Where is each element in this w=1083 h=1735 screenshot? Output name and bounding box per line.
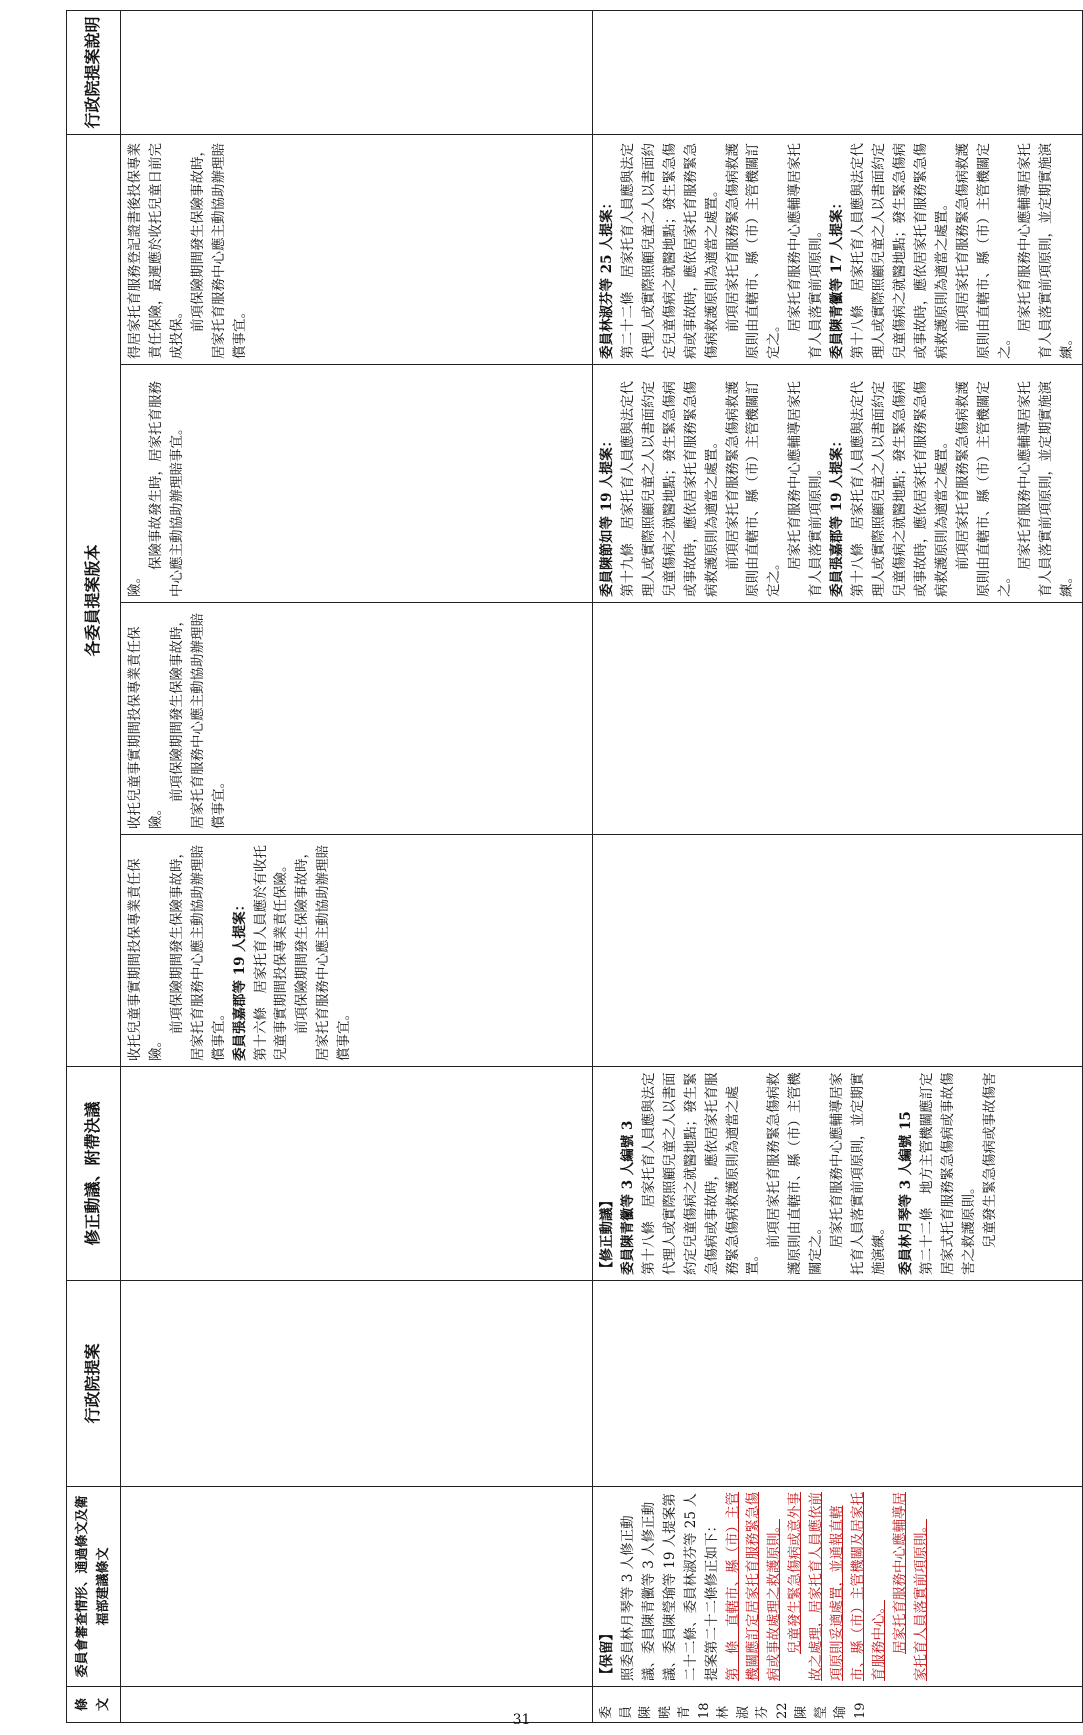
text-line: 前項保險期間發生保險事故時，居家托育服務中心應主動協助辦理賠償事宜。 [168, 845, 227, 1061]
text-line: 第十九條 居家托育人員應與法定代理人或實際照顧兒童之人以書面約定兒童傷病之就醫地點；發生緊急傷病或事故時，應依居家托育服務緊急傷病救護原則為適當之處置。 [619, 381, 720, 597]
amendment-subheading: 委員陳青黴等 3 人編號 3 [619, 1120, 636, 1275]
proposal-heading: 委員張嘉郡等 19 人提案： [231, 897, 248, 1061]
text-line: 第二十二條 地方主管機關應訂定居家式托育服務緊急傷病或事故傷害之救護原則。 [918, 1072, 977, 1275]
article-char: 瑜 [833, 1705, 848, 1719]
article-char: 陳 [794, 1705, 809, 1719]
committee-cell [121, 1487, 593, 1687]
text-line: 第十六條 居家托育人員應於有收托兒童事實期間投保專業責任保險。 [252, 845, 290, 1061]
amendment-heading: 【修正動議】 [599, 1194, 615, 1275]
article-char: 芬 [755, 1705, 770, 1719]
explanation-cell [121, 10, 593, 134]
revised-text: 兒童發生緊急傷病或意外事故之處理，居家托育人員應依前項原則妥適處置，並通報直轄市、縣（市）主管機關及居家托育服務中心。 [787, 1492, 887, 1681]
text-line: 前項保險期間發生保險事故時，居家托育服務中心應主動協助辦理賠償事宜。 [168, 613, 227, 829]
committee-cell [593, 1487, 1083, 1687]
text-line: 第十八條 居家托育人員應與法定代理人或實際照顧兒童之人以書面約定兒童傷病之就醫地點；發生緊急傷病或事故時，應依居家托育服務緊急傷病救護原則為適當之處置。 [850, 143, 950, 359]
proposal-cell [593, 603, 1083, 835]
article-char: 員 [618, 1705, 634, 1719]
text-line: 第十八條 居家托育人員應與法定代理人或實際照顧兒童之人以書面約定兒童傷病之就醫地點；發生緊急傷病或事故時，應依居家托育服務緊急傷病救護原則為適當之處置。 [850, 381, 950, 597]
article-char: 陳 [638, 1705, 653, 1719]
proposal-cell [121, 835, 593, 1067]
article-char: 18 [696, 1702, 712, 1719]
proposal-cell [121, 134, 593, 364]
header-proposals: 各委員提案版本 [67, 134, 121, 1066]
header-amendment: 修正動議、附帶決議 [67, 1067, 121, 1281]
article-char: 19 [852, 1702, 868, 1719]
reserved-label: 【保留】 [599, 1627, 615, 1681]
text-line: 前項保險期間發生保險事故時，居家托育服務中心應主動協助辦理賠償事宜。 [189, 143, 248, 359]
header-row [67, 10, 121, 1722]
table-row [121, 10, 593, 1722]
text-line: 居家托育服務中心應輔導居家托育人員落實前項原則，並定期實施演練。 [1017, 381, 1076, 597]
article-char: 淑 [735, 1705, 751, 1719]
revised-text: 居家托育服務中心應輔導居家托育人員落實前項原則。 [891, 1492, 929, 1681]
header-article: 條文 [67, 1687, 121, 1723]
article-char: 青 [677, 1705, 692, 1719]
page-number: 31 [512, 1712, 531, 1728]
text-line: 居家托育服務中心應輔導居家托育人員落實前項原則，並定期實施演練。 [1017, 143, 1076, 359]
text-line: 兒童發生緊急傷病或事故傷害 [981, 1072, 998, 1248]
proposal-heading: 委員陳節如等 19 人提案： [599, 433, 615, 597]
comparison-table [66, 10, 1083, 1723]
executive-cell [593, 1281, 1083, 1487]
text-line: 前項保險期間發生保險事故時，居家托育服務中心應主動協助辦理賠償事宜。 [294, 845, 353, 1061]
text-line: 居家托育服務中心應輔導居家托育人員落實前項原則。 [787, 381, 825, 597]
revised-text: 第 條 直轄市、縣（市）主管機關應訂定居家托育服務緊急傷病或事故處理之救護原則。 [724, 1492, 783, 1681]
text-line: 前項居家托育服務緊急傷病救護原則由直轄市、縣（市）主管機關定之。 [766, 1072, 825, 1275]
text-line: 前項居家托育服務緊急傷病救護原則由直轄市、縣（市）主管機關定之。 [954, 381, 1013, 597]
article-char: 林 [716, 1705, 731, 1719]
text-line: 收托兒童事實期間投保專業責任保險。 [127, 626, 164, 829]
text-line: 前項居家托育服務緊急傷病救護原則由直轄市、縣（市）主管機關定之。 [954, 143, 1013, 359]
amendment-cell [121, 1067, 593, 1281]
text-line: 第二十二條 居家托育人員應與法定代理人或實際照顧兒童之人以書面約定兒童傷病之就醫地點；發生緊急傷病或事故時，應依居家托育服務緊急傷病救護原則為適當之處置。 [619, 143, 720, 359]
header-committee: 委員會審查情形、通過條文及衛福部建議條文 [67, 1487, 121, 1687]
text-line: 收托兒童事實期間投保專業責任保險。 [127, 858, 164, 1061]
text-line: 保險事故發生時，居家托育服務中心應主動協助辦理賠事宜。 [147, 381, 185, 597]
explanation-cell [593, 10, 1083, 134]
table-row [593, 10, 1083, 1722]
header-explanation: 行政院提案說明 [67, 10, 121, 134]
text-line: 居家托育服務中心應輔導居家托育人員落實前項原則，並定期實施演練。 [829, 1072, 887, 1275]
article-char: 22 [774, 1702, 790, 1719]
executive-cell [121, 1281, 593, 1487]
text-line: 得居家托育服務登記證書後投保專業責任保險，最遲應於收托兒童日前完成投保。 [127, 143, 185, 359]
article-char: 曉 [657, 1705, 673, 1719]
amendment-subheading: 委員林月琴等 3 人編號 15 [897, 1111, 914, 1275]
text-line: 前項居家托育服務緊急傷病救護原則由直轄市、縣（市）主管機關訂定之。 [724, 143, 783, 359]
proposal-heading: 委員張嘉郡等 19 人提案： [829, 433, 846, 597]
text-line: 照委員林月琴等 3 人修正動議、委員陳青黴等 3 人修正動議、委員陳瑩瑜等 19 人提案第二十二條、委員林淑芬等 25 人提案第二十二條修正如下： [619, 1493, 720, 1681]
proposal-cell [121, 365, 593, 603]
proposal-heading: 委員陳青黴等 17 人提案： [829, 195, 846, 359]
header-executive: 行政院提案 [67, 1281, 121, 1487]
proposal-heading: 委員林淑芬等 25 人提案： [599, 195, 615, 359]
amendment-cell [593, 1067, 1083, 1281]
text-line: 第十八條 居家托育人員應與法定代理人或實際照顧兒童之人以書面約定兒童傷病之就醫地點；發生緊急傷病或事故時，應依居家托育服務緊急傷病救護原則為適當之處置。 [640, 1072, 762, 1275]
article-char: 瑩 [813, 1705, 829, 1719]
proposal-cell [593, 134, 1083, 364]
text-line: 居家托育服務中心應輔導居家托育人員落實前項原則。 [787, 143, 825, 359]
proposal-cell [121, 603, 593, 835]
text-line: 險。 [127, 570, 143, 597]
proposal-cell [593, 365, 1083, 603]
text-line: 前項居家托育服務緊急傷病救護原則由直轄市、縣（市）主管機關訂定之。 [724, 381, 783, 597]
proposal-cell [593, 835, 1083, 1067]
article-char: 委 [599, 1705, 614, 1719]
